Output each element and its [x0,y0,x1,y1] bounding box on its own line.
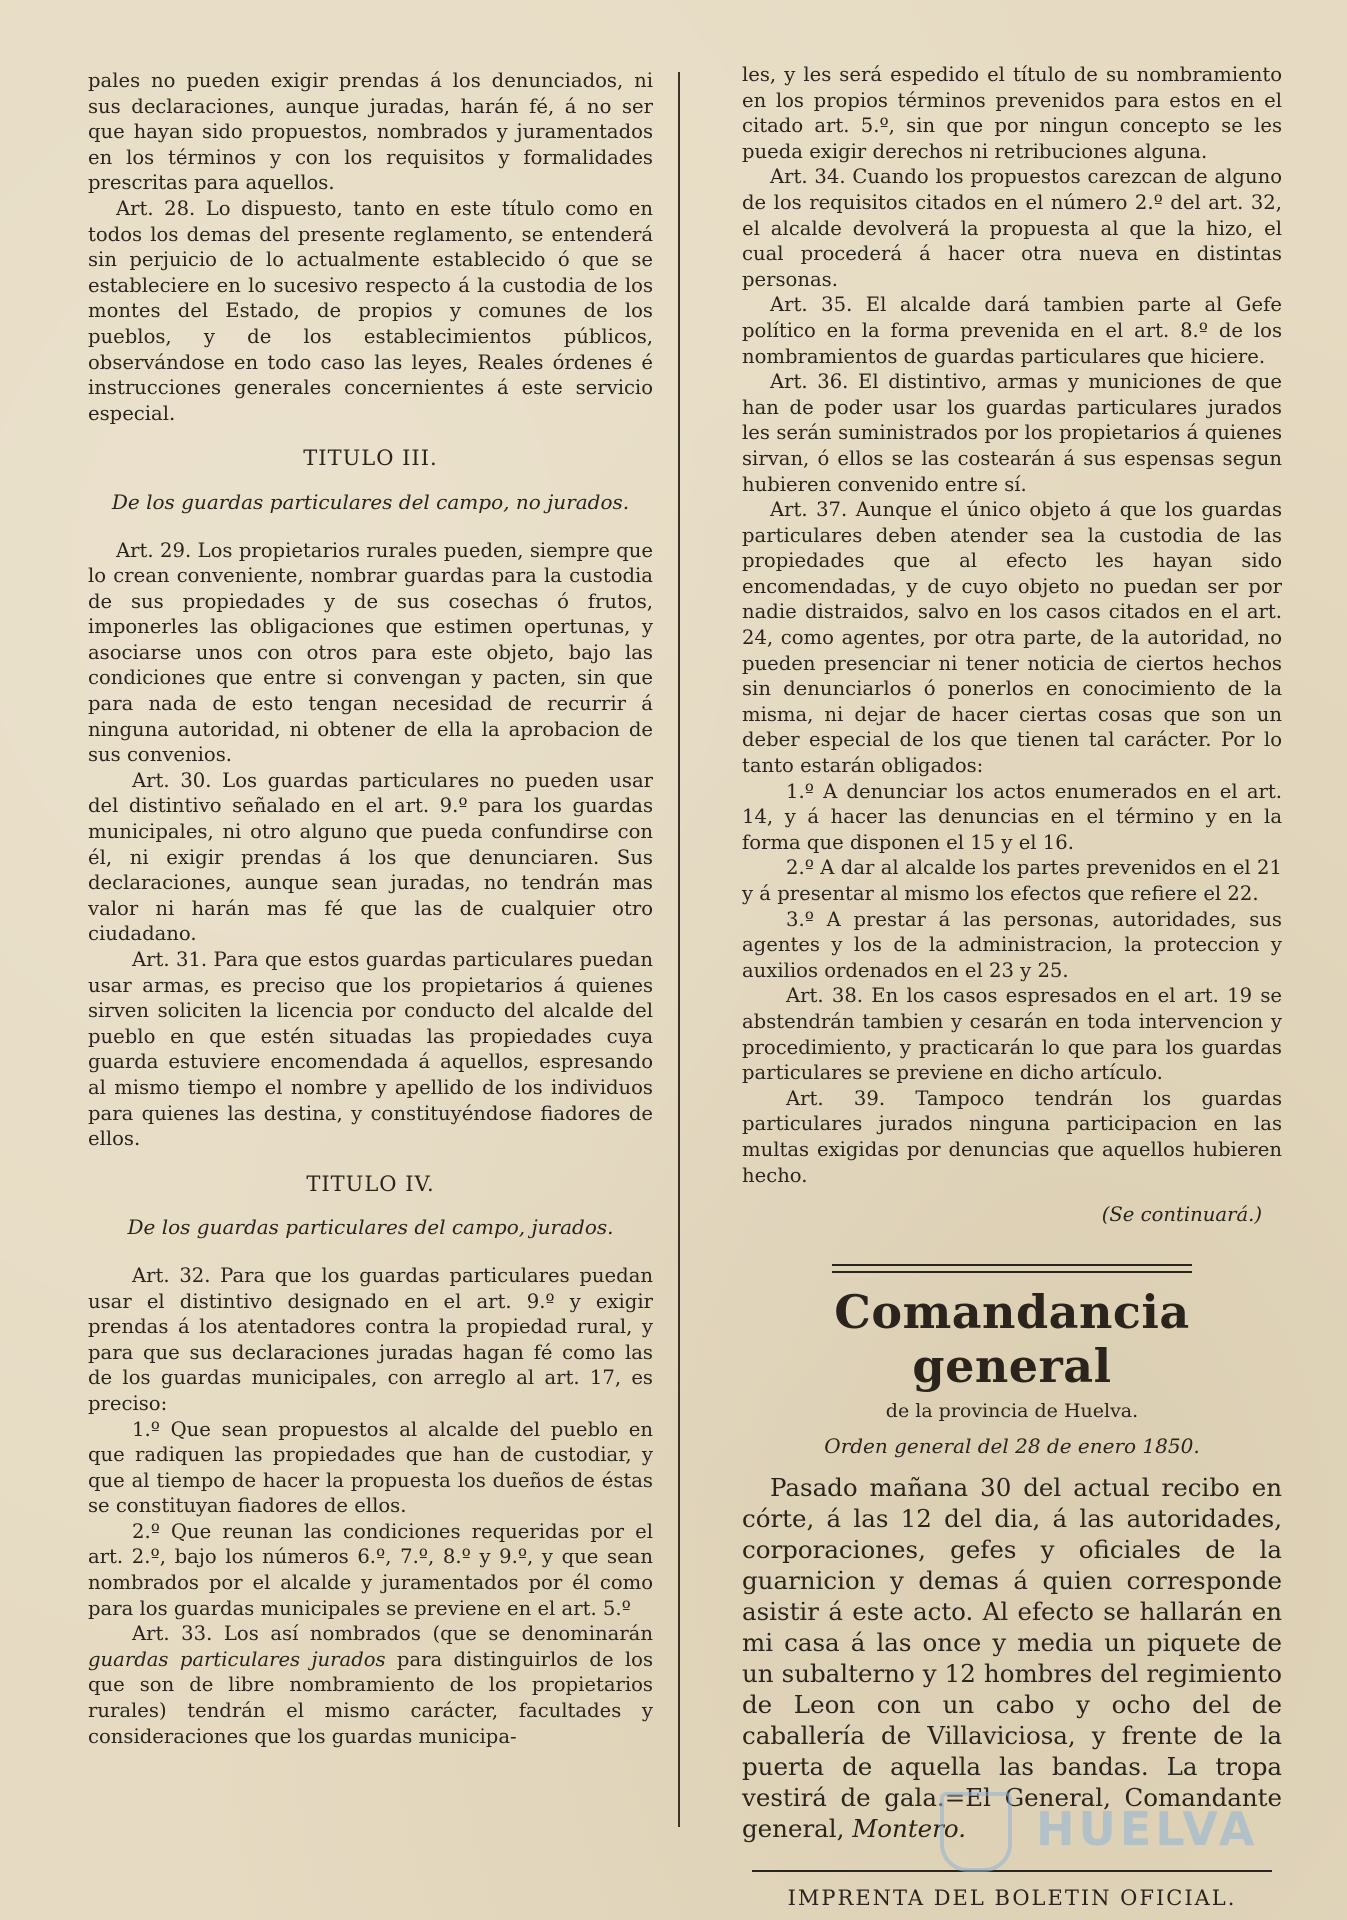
article-31: Art. 31. Para que estos guardas particulares puedan usar armas, es preciso que los propietarios á quienes sirven soliciten la licencia por conducto del alcalde del pueblo en que estén situadas las propiedades cuya guarda estuviere encomendada á aquellos, espresando al mismo tiempo el nombre y apellido de los individuos para quienes las destina, y constituyéndose fiadores de ellos. [88,948,653,1151]
titulo-iii-subtitle: De los guardas particulares del campo, no jurados. [111,489,630,514]
section-divider-double [832,1264,1192,1273]
order-body [742,1472,1282,1844]
watermark-text: HUELVA [1036,1802,1259,1856]
order-date: Orden general del 28 de enero 1850. [824,1434,1200,1459]
left-column [88,68,653,1749]
article-34: Art. 34. Cuando los propuestos carezcan de alguno de los requisitos citados en el número 2.º del art. 32, el alcalde devolverá la propuesta al que la hizo, el cual procederá á hacer otra nueva en distintas personas. [742,165,1282,291]
column-divider [678,72,680,1827]
article-33-text-start: Art. 33. Los así nombrados (que se denominarán [132,1622,653,1646]
order-body-text: Pasado mañana 30 del actual recibo en córte, á las 12 del dia, á las autoridades, corporaciones, gefes y oficiales de la guarnicion y demas á quien corresponde asistir á este acto. Al efecto se hallarán en mi casa á las once y media un piquete de un subalterno y 12 hombres del regimiento de Leon con un cabo y ocho del de caballería de Villaviciosa, y frente de la puerta de aquella las bandas. La tropa vestirá de gala.=El General, Comandante general, [742,1472,1282,1843]
article-32-item-2: 2.º Que reunan las condiciones requeridas por el art. 2.º, bajo los números 6.º, 7.º, 8.º y 9.º, y que sean nombrados por el alcalde y juramentados por él como para los guardas municipales se previene en el art. 5.º [88,1519,653,1620]
paragraph-continuation-right: les, y les será espedido el título de su nombramiento en los propios términos prevenidos para estos en el citado art. 5.º, sin que por ningun concepto se les pueda exigir derechos ni retribuciones alguna. [742,63,1282,163]
titulo-iv-subtitle: De los guardas particulares del campo, jurados. [127,1215,614,1240]
paragraph-continuation: pales no pueden exigir prendas á los denunciados, ni sus declaraciones, aunque juradas, harán fé, á no ser que hayan sido propuestos, nombrados y juramentados en los términos y con los requisitos y formalidades prescritas para aquellos. [88,69,653,195]
order-signature: Montero. [852,1813,966,1843]
article-33-text-end: para distinguirlos de los que son de libre nombramiento de los propietarios rurales) tendrán el mismo carácter, facultades y consideraciones que los guardas municipa- [88,1647,653,1748]
printer-imprint: IMPRENTA DEL BOLETIN OFICIAL. [787,1885,1237,1910]
article-37-item-2: 2.º A dar al alcalde los partes prevenidos en el 21 y á presentar al mismo los efectos que refiere el 22. [742,856,1282,905]
article-32: Art. 32. Para que los guardas particulares puedan usar el distintivo designado en el art. 9.º y exigir prendas á los atentadores contra la propiedad rural, y para que sus declaraciones juradas hagan fé como las de los guardas municipales, con arreglo al art. 17, es preciso: [88,1263,653,1415]
comandancia-heading: Comandancia general [834,1284,1190,1393]
article-28: Art. 28. Lo dispuesto, tanto en este título como en todos los demas del presente reglamento, se entenderá sin perjuicio de lo actualmente establecido ó que se estableciere en lo sucesivo respecto á la custodia de los montes del Estado, de propios y comunes de los pueblos, y de los establecimientos públicos, observándose en todo caso las leyes, Reales órdenes é instrucciones generales concernientes á este servicio especial. [88,196,653,425]
article-33 [88,1621,653,1749]
province-subheading: de la provincia de Huelva. [885,1399,1139,1422]
article-39: Art. 39. Tampoco tendrán los guardas particulares jurados ninguna participacion en las multas exigidas por denuncias que aquellos hubieren hecho. [742,1086,1282,1187]
article-35: Art. 35. El alcalde dará tambien parte al Gefe político en la forma prevenida en el art. 8.º de los nombramientos de guardas particulares que hiciere. [742,293,1282,368]
titulo-iii-heading: TITULO III. [303,446,438,471]
article-29: Art. 29. Los propietarios rurales pueden, siempre que lo crean conveniente, nombrar guardas para la custodia de sus propiedades y de sus cosechas ó frutos, imponerles las obligaciones que estimen opertunas, y asociarse unos con otros para este objeto, bajo las condiciones que entre si convengan y pacten, sin que para nada de esto tengan necesidad de recurrir á ninguna autoridad, ni obtener de ella la aprobacion de sus convenios. [88,538,653,767]
article-37-item-1: 1.º A denunciar los actos enumerados en el art. 14, y á hacer las denuncias en el término y en la forma que disponen el 15 y el 16. [742,779,1282,854]
watermark-logo [940,1790,1280,1870]
article-36: Art. 36. El distintivo, armas y municiones de que han de poder usar los guardas particulares jurados les serán suministrados por los propietarios á quienes sirvan, ó ellos se las costearán á sus espensas segun hubieren convenido entre sí. [742,370,1282,496]
article-37-item-3: 3.º A prestar á las personas, autoridades, sus agentes y los de la administracion, la proteccion y auxilios ordenados en el 23 y 25. [742,907,1282,982]
article-38: Art. 38. En los casos espresados en el art. 19 se abstendrán tambien y cesarán en toda intervencion y procedimiento, y practicarán lo que para los guardas particulares se previene en dicho artículo. [742,984,1282,1085]
titulo-iv-heading: TITULO IV. [306,1171,435,1196]
article-33-italic-term: guardas particulares jurados [88,1647,386,1671]
article-30: Art. 30. Los guardas particulares no pueden usar del distintivo señalado en el art. 9.º para los guardas municipales, ni otro alguno que pueda confundirse con él, ni exigir prendas á los que denunciaren. Sus declaraciones, aunque sean juradas, no tendrán mas valor ni harán mas fé que las de cualquier otro ciudadano. [88,768,653,946]
shield-icon [940,1792,1012,1872]
article-37: Art. 37. Aunque el único objeto á que los guardas particulares deben atender sea la custodia de las propiedades que al efecto les hayan sido encomendadas, y de cuyo objeto no puedan ser por nadie distraidos, salvo en los casos citados en el art. 24, como agentes, por otra parte, de la autoridad, no pueden presenciar ni tener noticia de ciertos hechos sin denunciarlos ó ponerlos en conocimiento de la misma, ni dejar de hacer ciertas cosas que son un deber especial de los que tienen tal carácter. Por lo tanto estarán obligados: [742,498,1282,778]
continued-note: (Se continuará.) [1101,1203,1262,1227]
right-column [742,62,1282,1912]
article-32-item-1: 1.º Que sean propuestos al alcalde del pueblo en que radiquen las propiedades que han de custodiar, y que al tiempo de hacer la propuesta los dueños de éstas se constituyan fiadores de ellos. [88,1417,653,1518]
footer-rule [752,1870,1272,1872]
